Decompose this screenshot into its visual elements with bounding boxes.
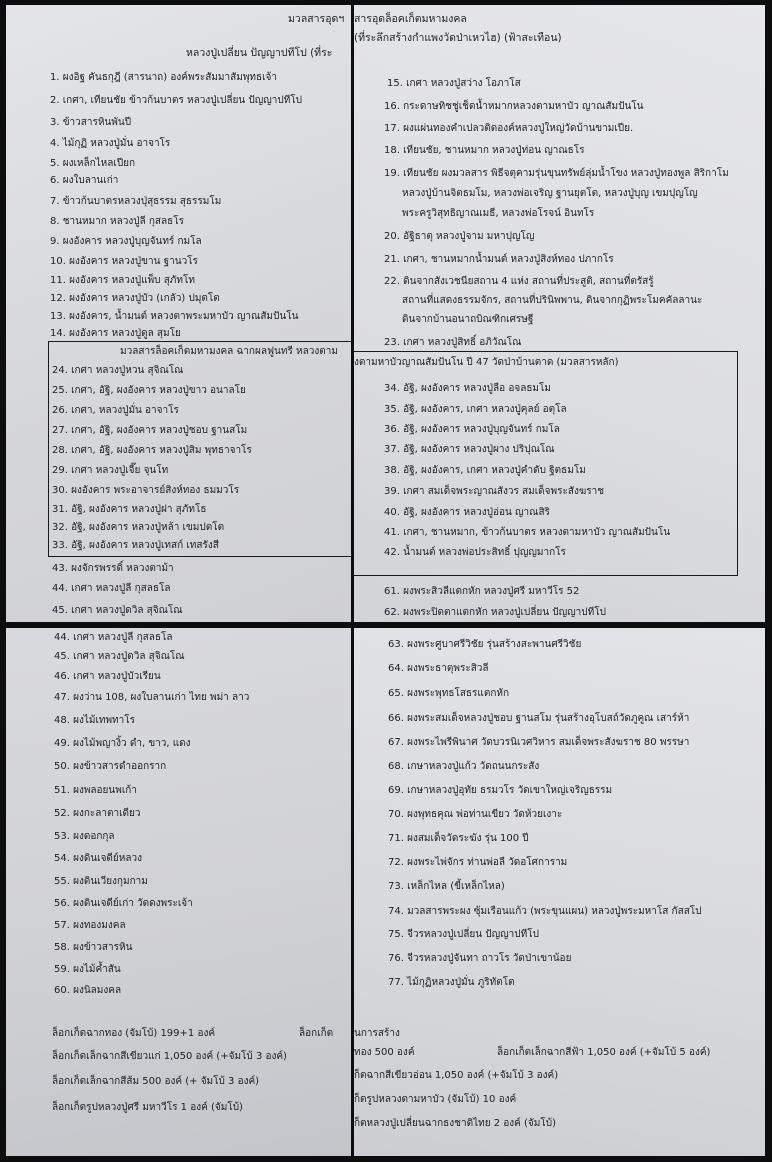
summary-title: นการสร้าง bbox=[354, 1028, 400, 1039]
list-item: 57. ผงทองมงคล bbox=[54, 920, 126, 931]
list-item: 65. ผงพระพุทธโสธรแตกหัก bbox=[388, 688, 510, 699]
list-item: 75. จีวรหลวงปู่เปลี่ยน ปัญญาปทีโป bbox=[388, 929, 539, 940]
list-item: 67. ผงพระไพรีพินาศ วัดบวรนิเวศวิหาร สมเด็จพระสังฆราช 80 พรรษา bbox=[388, 737, 690, 748]
list-item: 26. เกศา, หลวงปู่มั่น อาจาโร bbox=[52, 405, 179, 416]
list-item: 66. ผงพระสมเด็จหลวงปู่ชอบ ฐานสโม รุ่นสร้างอุโบสถ์วัดภูคูณ เสาร์ห้า bbox=[388, 713, 690, 724]
list-item: 29. เกศา หลวงปู่เจี๊ย จุนโท bbox=[52, 465, 169, 476]
list-item: 60. ผงนิลมงคล bbox=[54, 985, 122, 996]
list-item: 50. ผงข้าวสารดำออกราก bbox=[54, 761, 167, 772]
list-item: หลวงปู่บ้านจิตธมโม, หลวงพ่อเจริญ ฐานยุตโต, หลวงปู่บุญ เขมปุญโญ bbox=[402, 188, 698, 199]
list-item: 74. มวลสารพระผง ซุ้มเรือนแก้ว (พระขุนแผน) หลวงปู่พระมหาโส กัสสโป bbox=[388, 906, 702, 917]
summary-line: ล็อกเก็ตเล็กฉากสีส้ม 500 องค์ (+ จัมโบ้ 3 องค์) bbox=[52, 1076, 260, 1087]
list-item: 37. อัฐิ, ผงอังคาร หลวงปู่ผาง ปริปุณโณ bbox=[384, 444, 555, 455]
list-item: 45. เกศา หลวงปู่ดวิล สุจิณโณ bbox=[52, 605, 183, 616]
list-item: 31. อัฐิ, ผงอังคาร หลวงปู่ฝา สุภัทโธ bbox=[52, 504, 207, 515]
list-item: 30. ผงอังคาร พระอาจารย์สิงห์ทอง ธมมวโร bbox=[52, 485, 240, 496]
list-item: 73. เหล็กไหล (ขี้เหล็กไหล) bbox=[388, 881, 505, 892]
list-item: 21. เกศา, ชานหมากน้ำมนต์ หลวงปู่สิงห์ทอง ปภากโร bbox=[384, 254, 614, 265]
list-item: 17. ผงแผ่นทองคำเปลวติดองค์หลวงปู่ใหญ่วัดบ้านขามเปีย. bbox=[384, 123, 634, 134]
list-item: ดินจากบ้านอนาถบิณฑิกเศรษฐี bbox=[402, 314, 534, 325]
list-item: 64. ผงพระธาตุพระสิวลี bbox=[388, 663, 489, 674]
page-panel-top-right bbox=[354, 5, 765, 622]
list-item: 76. จีวรหลวงปู่จันทา ถาวโร วัดป่าเขาน้อย bbox=[388, 953, 572, 964]
list-item: 16. กระดาษทิชชู่เช็ดน้ำหมากหลวงตามหาบัว ญาณสัมปันโน bbox=[384, 101, 644, 112]
list-item: 28. เกศา, อัฐิ, ผงอังคาร หลวงปู่สิม พุทธาจาโร bbox=[52, 445, 252, 456]
list-item: 33. อัฐิ, ผงอังคาร หลวงปู่เทสก์ เทสรังสี bbox=[52, 540, 219, 551]
list-item: 59. ผงไม้ค้ำสัน bbox=[54, 964, 121, 975]
list-item: 54. ผงดินเจดีย์หลวง bbox=[54, 853, 143, 864]
list-item: พระครูวิสุทธิญาณเมธี, หลวงพ่อโรจน์ อินทโร bbox=[402, 208, 595, 219]
list-item: 22. ดินจากสังเวชนียสถาน 4 แห่ง สถานที่ประสูติ, สถานที่ตรัสรู้ bbox=[384, 276, 654, 287]
list-item: 27. เกศา, อัฐิ, ผงอังคาร หลวงปู่ชอบ ฐานสโม bbox=[52, 425, 248, 436]
page-panel-bottom-left bbox=[6, 628, 351, 1156]
list-item: 71. ผงสมเด็จวัดระฆัง รุ่น 100 ปี bbox=[388, 833, 529, 844]
list-item: 15. เกศา หลวงปู่สว่าง โอภาโส bbox=[387, 78, 521, 89]
list-item: 70. ผงพุทธคุณ พ่อท่านเขียว วัดห้วยเงาะ bbox=[388, 809, 563, 820]
list-item: 62. ผงพระปิดตาแตกหัก หลวงปู่เปลี่ยน ปัญญาปทีโป bbox=[384, 607, 606, 618]
list-item: 5. ผงเหล็กไหลเปียก bbox=[50, 158, 136, 169]
list-item: 11. ผงอังคาร หลวงปู่แพ็บ สุภัทโท bbox=[50, 275, 195, 286]
list-item: 9. ผงอังคาร หลวงปู่บุญจันทร์ กมโล bbox=[50, 236, 202, 247]
list-item: 24. เกศา หลวงปู่หวน สุจิณโณ bbox=[52, 365, 184, 376]
list-item: 69. เกษาหลวงปู่อุทัย ธรมวโร วัดเขาใหญ่เจริญธรรม bbox=[388, 785, 613, 796]
list-item: 6. ผงใบลานเก่า bbox=[50, 175, 119, 186]
list-item: 10. ผงอังคาร หลวงปู่ขาน ฐานวโร bbox=[50, 256, 198, 267]
list-item: 51. ผงพลอยนพเก้า bbox=[54, 785, 137, 796]
box-title: มวลสารล็อคเก็ตมหามงคล ฉากผลฟูนทรี หลวงตาม bbox=[120, 346, 338, 357]
list-item: 49. ผงไม้พญางิ้ว ดำ, ขาว, แดง bbox=[54, 738, 191, 749]
list-item: 8. ชานหมาก หลวงปู่ลี กุสลธโร bbox=[50, 216, 184, 227]
page-panel-top-left bbox=[6, 5, 351, 622]
summary-line: ล็อกเก็ตรูปหลวงปู่ศรี มหาวีโร 1 องค์ (จัมโบ้) bbox=[52, 1102, 243, 1113]
list-item: 52. ผงกะลาตาเดียว bbox=[54, 808, 141, 819]
list-item: 18. เทียนชัย, ชานหมาก หลวงปู่ท่อน ญาณธโร bbox=[384, 145, 585, 156]
summary-line: ก็ตรูปหลวงตามหาบัว (จัมโบ้) 10 องค์ bbox=[354, 1094, 517, 1105]
summary-line: ล็อกเก็ตฉากทอง (จัมโบ้) 199+1 องค์ bbox=[52, 1028, 216, 1039]
list-item: 12. ผงอังคาร หลวงปู่บัว (เกลัว) ปมุตโต bbox=[50, 293, 220, 304]
list-item: 34. อัฐิ, ผงอังคาร หลวงปู่ลือ อจลธมโม bbox=[384, 383, 551, 394]
list-item: 63. ผงพระศูบาศรีวิชัย รุ่นสร้างสะพานศรีวิชัย bbox=[388, 639, 582, 650]
list-item: 4. ไม้กุฏิ หลวงปู่มั่น อาจาโร bbox=[50, 138, 171, 149]
summary-line: ล็อกเก็ตเล็กฉากสีฟ้า 1,050 องค์ (+จัมโบ้ 5 องค์) bbox=[497, 1047, 711, 1058]
list-item: 41. เกศา, ชานหมาก, ข้าวก้นบาตร หลวงตามหาบัว ญาณสัมปันโน bbox=[384, 527, 671, 538]
list-item: 38. อัฐิ, ผงอังคาร, เกศา หลวงปู่คำดับ ฐิตธมโม bbox=[384, 465, 586, 476]
list-item: 43. ผงจักรพรรดิ์ หลวงตาม้า bbox=[52, 563, 174, 574]
list-item: 7. ข้าวก้นบาตรหลวงปุ่สุธรรม สุธรรมโม bbox=[50, 196, 222, 207]
list-item: 42. น้ำมนต์ หลวงพ่อประสิทธิ์ ปุญญมากโร bbox=[384, 547, 566, 558]
list-item: 46. เกศา หลวงปู่บัวเรียน bbox=[54, 671, 161, 682]
list-item: 45. เกศา หลวงปู่ดวิล สุจิณโณ bbox=[54, 651, 185, 662]
list-item: 53. ผงดอกกุล bbox=[54, 831, 115, 842]
list-item: 40. อัฐิ, ผงอังคาร หลวงปู่อ่อน ญาณสิริ bbox=[384, 507, 550, 518]
list-item: 68. เกษาหลวงปู่แก้ว วัดถนนกระสัง bbox=[388, 761, 540, 772]
list-item: สถานที่แสดงธรรมจักร, สถานที่ปรินิพพาน, ดินจากกุฏิพระโมคคัลลานะ bbox=[402, 295, 703, 306]
list-item: 13. ผงอังคาร, น้ำมนต์ หลวงตาพระมหาบัว ญาณสัมปันโน bbox=[50, 311, 299, 322]
list-item: 55. ผงดินเวียงกุมกาม bbox=[54, 876, 148, 887]
list-item: 23. เกศา หลวงปู่สิทธิ์ อภิวัณโณ bbox=[384, 337, 522, 348]
list-item: 61. ผงพระสิวลีแตกหัก หลวงปู่ศรี มหาวีโร 52 bbox=[384, 586, 580, 597]
list-item: 47. ผงว่าน 108, ผงใบลานเก่า ไทย พม่า ลาว bbox=[54, 692, 250, 703]
page-panel-bottom-right bbox=[354, 628, 765, 1156]
list-item: 39. เกศา สมเด็จพระญาณสังวร สมเด็จพระสังฆราช bbox=[384, 486, 605, 497]
list-item: 77. ไม้กุฏิหลวงปู่มั่น ภูริทัตโต bbox=[388, 977, 515, 988]
list-item: 35. อัฐิ, ผงอังคาร, เกศา หลวงปู่คุลย์ อตุโล bbox=[384, 404, 567, 415]
list-item: 44. เกศา หลวงปู่ลี กุสลธโล bbox=[52, 583, 171, 594]
summary-line: ก็ตหลวงปู่เปลี่ยนฉากธงชาติไทย 2 องค์ (จัมโบ้) bbox=[354, 1118, 556, 1129]
list-item: 20. อัฐิธาตุ หลวงปู่จาม มหาปุญโญ bbox=[384, 231, 535, 242]
list-item: 1. ผงอิฐ คันธกุฎี (สารนาถ) องค์พระสัมมาสัมพุทธเจ้า bbox=[50, 72, 278, 83]
list-item: 19. เทียนชัย ผงมวลสาร พิธีจตุคามรุ่นขุนทรัพย์ลุ่มน้ำโขง หลวงปู่ทองพูล สิริกาโม bbox=[384, 168, 729, 179]
summary-line: ล็อกเก็ตเล็กฉากสีเขียวแก่ 1,050 องค์ (+จัมโบ้ 3 องค์) bbox=[52, 1051, 287, 1062]
list-item: 58. ผงข้าวสารหิน bbox=[54, 942, 133, 953]
header-line: สารอุดล็อคเก็ตมหามงคล bbox=[354, 13, 467, 25]
summary-line: ทอง 500 องค์ bbox=[354, 1047, 415, 1058]
list-item: 36. อัฐิ, ผงอังคาร หลวงปู่บุญจันทร์ กมโล bbox=[384, 424, 560, 435]
header-line: หลวงปู่เปลี่ยน ปัญญาปทีโป (ที่ระ bbox=[186, 47, 333, 59]
list-item: 72. ผงพระไพ่จักร ท่านพ่อลี วัดอโศการาม bbox=[388, 857, 568, 868]
list-item: 2. เกศา, เทียนชัย ข้าวก้นบาตร หลวงปู่เปลี่ยน ปัญญาปทีโป bbox=[50, 95, 303, 106]
header-line: มวลสารอุดฯ bbox=[288, 13, 345, 25]
list-item: 25. เกศา, อัฐิ, ผงอังคาร หลวงปู่ขาว อนาลโย bbox=[52, 385, 246, 396]
header-line: (ที่ระลึกสร้างกำแพงวัดป่าเหวไฮ) (ฟ้าสะเทือน) bbox=[354, 32, 562, 44]
summary-line: ล็อกเก็ต bbox=[299, 1028, 334, 1039]
list-item: 48. ผงไม้เทพทาโร bbox=[54, 715, 135, 726]
list-item: 3. ข้าวสารหินพันปี bbox=[50, 117, 132, 128]
list-item: 44. เกศา หลวงปู่ลี กุสลธโล bbox=[54, 632, 173, 643]
list-item: 14. ผงอังคาร หลวงปู่ดูล สุมโย bbox=[50, 328, 181, 339]
summary-line: ก็ตฉากสีเขียวอ่อน 1,050 องค์ (+จัมโบ้ 3 องค์) bbox=[354, 1070, 559, 1081]
list-item: 32. อัฐิ, ผงอังคาร หลวงปู่หล้า เขมปตโต bbox=[52, 522, 225, 533]
list-item: 56. ผงดินเจดีย์เก่า วัดดงพระเจ้า bbox=[54, 898, 193, 909]
box-title: งตามหาบัวญาณสัมปันโน ปี 47 วัดป่าบ้านตาด (มวลสารหลัก) bbox=[354, 357, 619, 368]
